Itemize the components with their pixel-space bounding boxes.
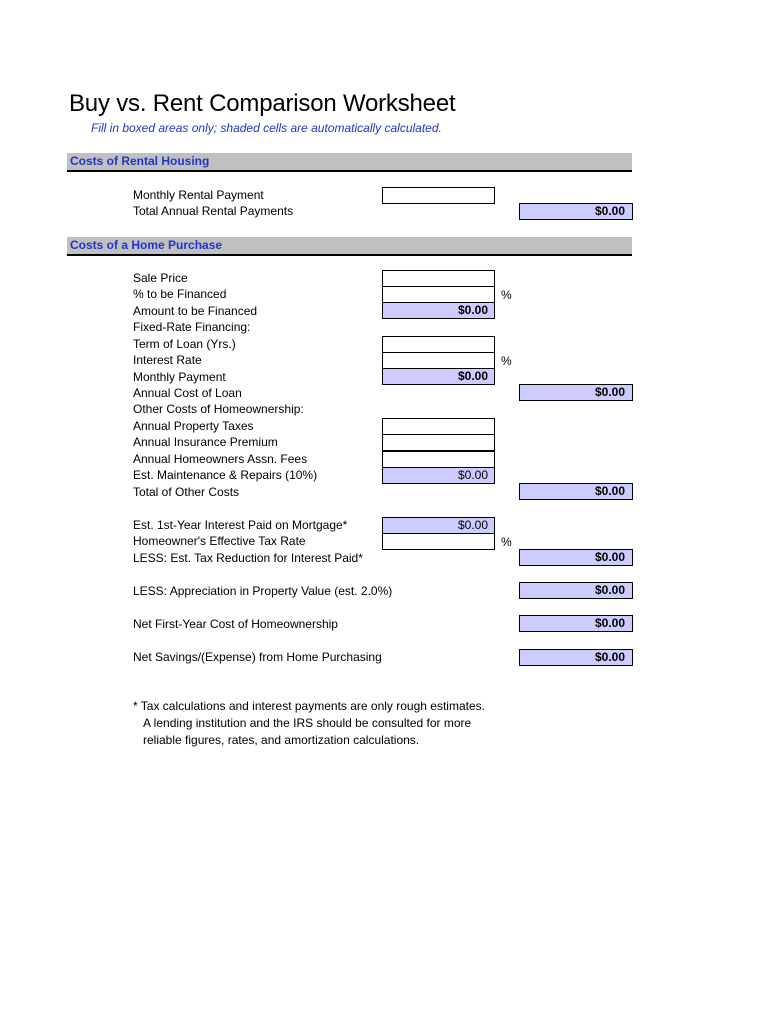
total-tax-reduction-value: $0.00 bbox=[594, 550, 625, 564]
instructions-text: Fill in boxed areas only; shaded cells are automatically calculated. bbox=[91, 121, 442, 135]
label-net-cost: Net First-Year Cost of Homeownership bbox=[133, 617, 338, 631]
input-insurance[interactable] bbox=[382, 434, 495, 451]
input-interest-rate[interactable] bbox=[382, 352, 495, 369]
total-appreciation-value: $0.00 bbox=[594, 583, 625, 597]
total-net-savings-value: $0.00 bbox=[594, 650, 625, 664]
percent-sign-financed: % bbox=[501, 288, 512, 302]
section-title-purchase: Costs of a Home Purchase bbox=[70, 238, 223, 252]
label-hoa-fees: Annual Homeowners Assn. Fees bbox=[133, 452, 308, 466]
label-amount-financed: Amount to be Financed bbox=[133, 304, 258, 318]
total-net-cost-value: $0.00 bbox=[594, 616, 625, 630]
label-maintenance: Est. Maintenance & Repairs (10%) bbox=[133, 468, 318, 482]
total-appreciation bbox=[519, 582, 633, 599]
input-hoa-fees[interactable] bbox=[382, 451, 495, 468]
calc-monthly-payment bbox=[382, 368, 495, 385]
label-interest-paid: Est. 1st-Year Interest Paid on Mortgage* bbox=[133, 518, 348, 532]
total-annual-rent bbox=[519, 203, 633, 220]
input-pct-financed[interactable] bbox=[382, 286, 495, 303]
label-other-costs: Other Costs of Homeownership: bbox=[133, 402, 304, 416]
section-header-purchase bbox=[67, 237, 632, 256]
calc-interest-paid bbox=[382, 517, 495, 534]
label-interest-rate: Interest Rate bbox=[133, 353, 202, 367]
label-monthly-rent: Monthly Rental Payment bbox=[133, 188, 264, 202]
input-monthly-rent[interactable] bbox=[382, 187, 495, 204]
calc-maintenance-value: $0.00 bbox=[457, 468, 488, 482]
label-total-other: Total of Other Costs bbox=[133, 485, 240, 499]
percent-sign-tax-rate: % bbox=[501, 535, 512, 549]
footnote-line-3: reliable figures, rates, and amortization calculations. bbox=[143, 733, 420, 747]
label-tax-rate: Homeowner's Effective Tax Rate bbox=[133, 534, 306, 548]
total-annual-loan-value: $0.00 bbox=[594, 385, 625, 399]
label-property-tax: Annual Property Taxes bbox=[133, 419, 254, 433]
total-annual-rent-value: $0.00 bbox=[594, 204, 625, 218]
input-tax-rate[interactable] bbox=[382, 533, 495, 550]
label-loan-term: Term of Loan (Yrs.) bbox=[133, 337, 236, 351]
percent-sign-interest: % bbox=[501, 354, 512, 368]
section-header-rental bbox=[67, 153, 632, 172]
footnote-line-1: * Tax calculations and interest payments are only rough estimates. bbox=[133, 699, 485, 713]
label-tax-reduction: LESS: Est. Tax Reduction for Interest Paid* bbox=[133, 551, 363, 565]
total-annual-loan bbox=[519, 384, 633, 401]
total-net-cost bbox=[519, 615, 633, 632]
calc-amount-financed-value: $0.00 bbox=[457, 303, 488, 317]
page-title: Buy vs. Rent Comparison Worksheet bbox=[69, 90, 456, 117]
total-other-costs bbox=[519, 483, 633, 500]
label-monthly-payment: Monthly Payment bbox=[133, 370, 226, 384]
footnote-line-2: A lending institution and the IRS should be consulted for more bbox=[143, 716, 472, 730]
label-annual-rent: Total Annual Rental Payments bbox=[133, 204, 294, 218]
label-net-savings: Net Savings/(Expense) from Home Purchasing bbox=[133, 650, 382, 664]
total-other-costs-value: $0.00 bbox=[594, 484, 625, 498]
label-sale-price: Sale Price bbox=[133, 271, 188, 285]
section-title-rental: Costs of Rental Housing bbox=[70, 154, 210, 168]
label-insurance: Annual Insurance Premium bbox=[133, 435, 278, 449]
label-fixed-rate: Fixed-Rate Financing: bbox=[133, 320, 251, 334]
input-sale-price[interactable] bbox=[382, 270, 495, 287]
calc-maintenance bbox=[382, 467, 495, 484]
calc-monthly-payment-value: $0.00 bbox=[457, 369, 488, 383]
total-net-savings bbox=[519, 649, 633, 666]
label-annual-loan: Annual Cost of Loan bbox=[133, 386, 242, 400]
calc-amount-financed bbox=[382, 302, 495, 319]
label-appreciation: LESS: Appreciation in Property Value (est. 2.0%) bbox=[133, 584, 393, 598]
input-loan-term[interactable] bbox=[382, 336, 495, 353]
input-property-tax[interactable] bbox=[382, 418, 495, 435]
total-tax-reduction bbox=[519, 549, 633, 566]
calc-interest-paid-value: $0.00 bbox=[457, 518, 488, 532]
label-pct-financed: % to be Financed bbox=[133, 287, 227, 301]
